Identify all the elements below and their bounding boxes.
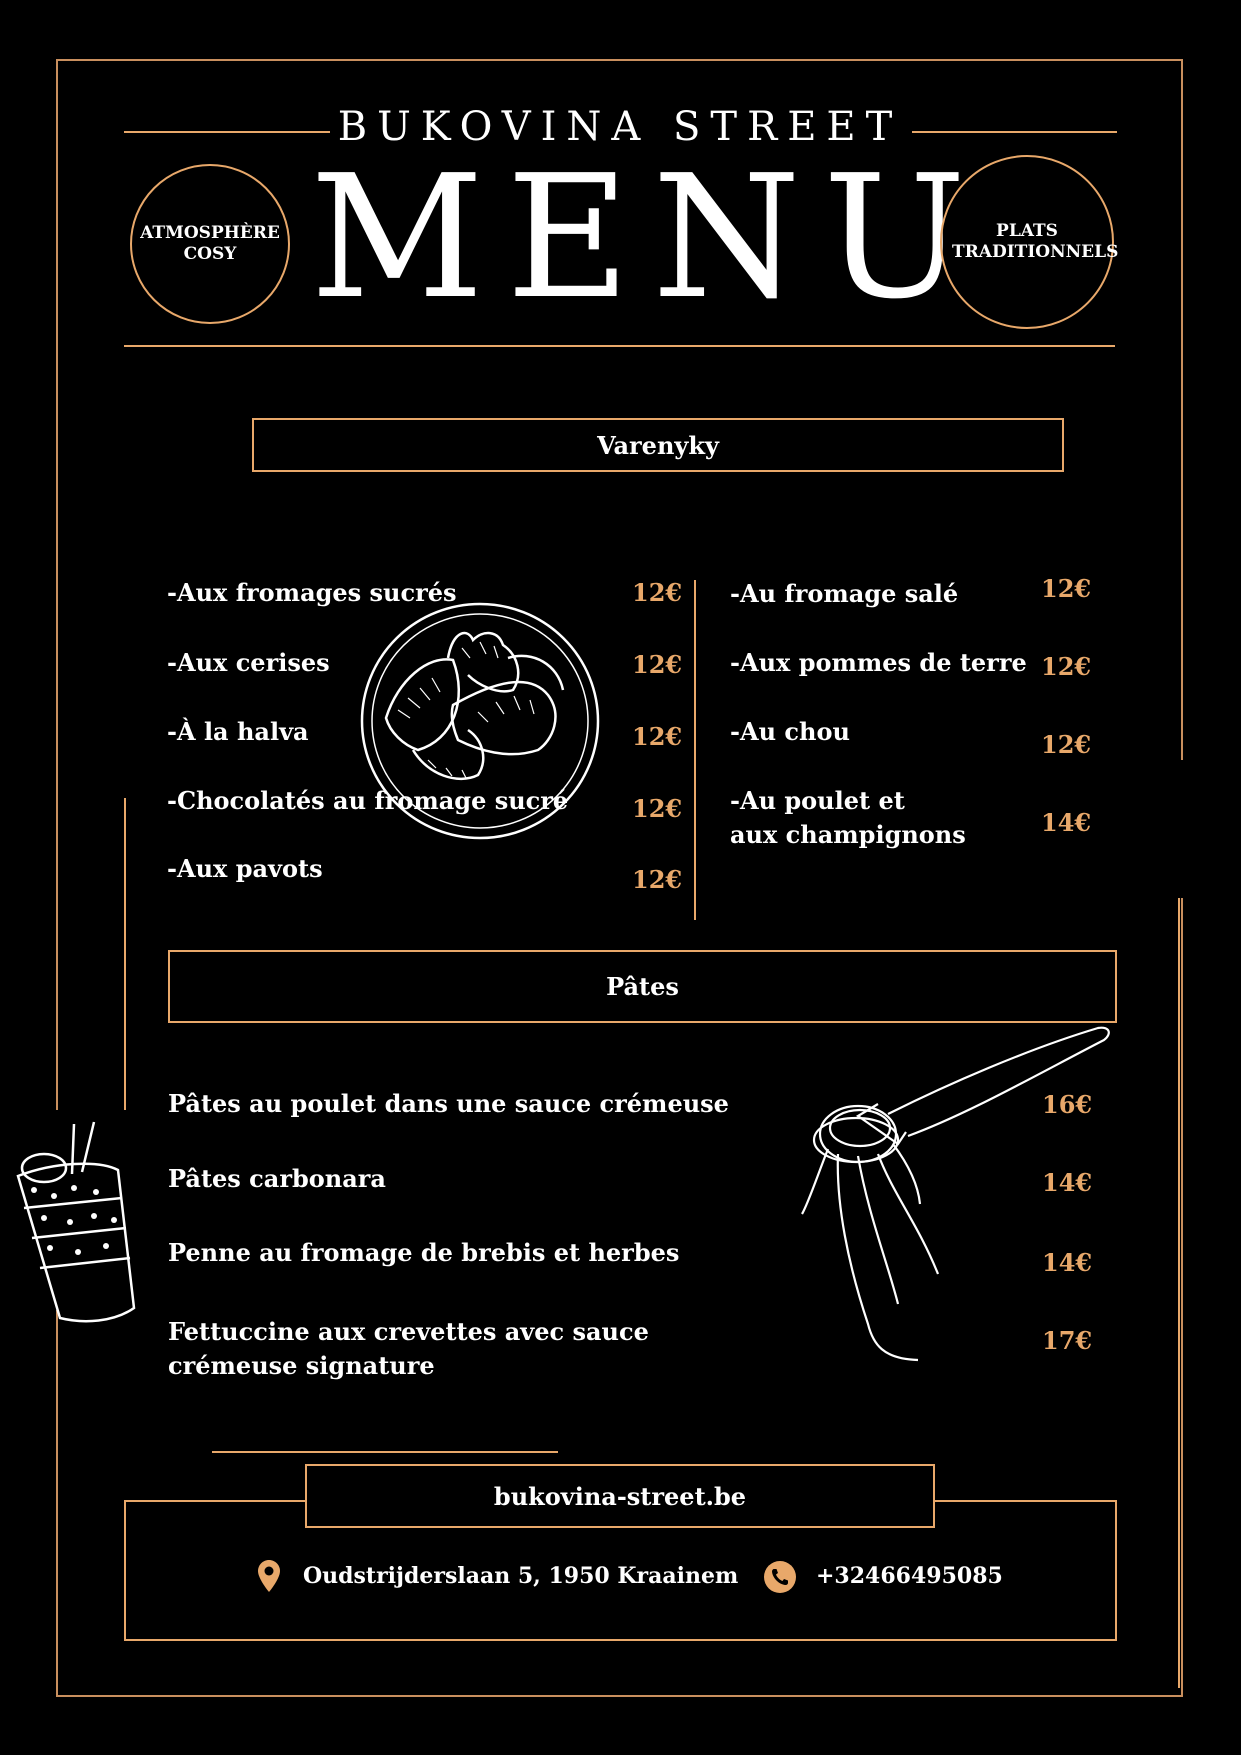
price: 12€ (1041, 730, 1092, 759)
phone-icon (764, 1561, 796, 1593)
price: 12€ (1041, 574, 1092, 603)
section-header-pates (168, 950, 1117, 1023)
section-header-varenyky (252, 418, 1064, 472)
price: 12€ (632, 650, 683, 679)
website-box (305, 1464, 935, 1528)
badge-atmosphere-label: ATMOSPHÈRE COSY (140, 223, 280, 264)
list-item: -À la halva (167, 717, 309, 746)
section-title-pates: Pâtes (606, 972, 679, 1001)
list-item: -Aux pommes de terre (730, 648, 1027, 677)
price: 17€ (1042, 1326, 1093, 1355)
section-title-varenyky: Varenyky (597, 430, 719, 460)
list-item: -Au fromage salé (730, 579, 959, 608)
inner-right-rule (1178, 898, 1180, 1688)
fork-pasta-icon (798, 1024, 1114, 1364)
phone-text[interactable]: +32466495085 (816, 1563, 1003, 1589)
badge-traditional (940, 155, 1119, 329)
header-rule-bottom (124, 345, 1115, 347)
price: 14€ (1042, 1168, 1093, 1197)
header-rule-left (124, 131, 330, 133)
list-item: -Au poulet et aux champignons (730, 786, 966, 849)
brand-name: BUKOVINA STREET (337, 104, 903, 150)
list-item: -Aux pavots (167, 854, 323, 883)
list-item: -Aux cerises (167, 648, 330, 677)
list-item: Fettuccine aux crevettes avec sauce crémeuse signature (168, 1317, 649, 1380)
price: 12€ (1041, 652, 1092, 681)
location-pin-icon (258, 1560, 280, 1592)
price: 16€ (1042, 1090, 1093, 1119)
badge-atmosphere (130, 164, 290, 324)
list-item: Penne au fromage de brebis et herbes (168, 1238, 680, 1267)
price: 12€ (632, 794, 683, 823)
price: 14€ (1042, 1248, 1093, 1277)
footer-rule (212, 1451, 558, 1453)
frame-gap-right (1176, 760, 1190, 898)
address-text: Oudstrijderslaan 5, 1950 Kraainem (303, 1563, 739, 1589)
price: 14€ (1041, 808, 1092, 837)
list-item: Pâtes carbonara (168, 1164, 386, 1193)
list-item: -Chocolatés au fromage sucré (167, 786, 569, 815)
drink-glass-icon (14, 1118, 154, 1328)
list-item: -Au chou (730, 717, 850, 746)
list-item: Pâtes au poulet dans une sauce crémeuse (168, 1089, 729, 1118)
page-title: MENU (310, 139, 989, 337)
price: 12€ (632, 578, 683, 607)
website-link[interactable]: bukovina-street.be (493, 1481, 747, 1511)
badge-traditional-label: PLATS TRADITIONNELS (952, 221, 1119, 262)
column-divider (694, 580, 696, 920)
inner-left-rule (124, 798, 126, 1110)
header-rule-right (912, 131, 1117, 133)
price: 12€ (632, 722, 683, 751)
price: 12€ (632, 865, 683, 894)
list-item: -Aux fromages sucrés (167, 578, 457, 607)
